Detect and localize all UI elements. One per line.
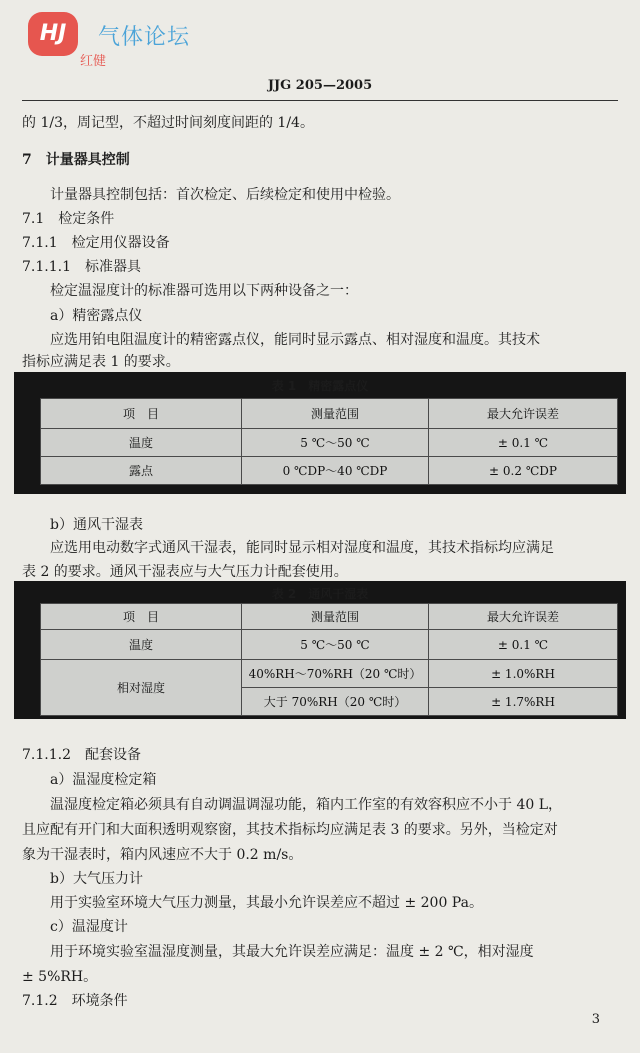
psychrometer-table	[40, 603, 618, 716]
section-heading: 7 计量器具控制	[22, 152, 130, 168]
page-number: 3	[591, 1012, 600, 1027]
table-row	[41, 429, 618, 457]
text-line: 且应配有开门和大面积透明观察窗，其技术指标均应满足表 3 的要求。另外，当检定对	[22, 822, 558, 838]
table-cell: ± 0.2 ℃DP	[429, 457, 618, 485]
table-cell: 相对湿度	[41, 660, 242, 716]
text-line: 用于环境实验室温湿度测量，其最大允许误差应满足：温度 ± 2 ℃，相对湿度	[50, 944, 534, 960]
table-cell: ± 0.1 ℃	[429, 630, 618, 660]
text-line: 指标应满足表 1 的要求。	[22, 354, 180, 370]
table-cell: 温度	[41, 429, 242, 457]
section-heading: 7.1.1.2 配套设备	[22, 747, 141, 763]
text-line: 表 2 的要求。通风干湿表应与大气压力计配套使用。	[22, 564, 348, 580]
table-cell: ± 1.0%RH	[429, 660, 618, 688]
table-cell: 40%RH～70%RH（20 ℃时）	[242, 660, 429, 688]
logo-subtitle: 红健	[80, 54, 107, 69]
logo-name: 气体论坛	[98, 25, 191, 50]
list-item: a）温湿度检定箱	[50, 772, 157, 788]
page-header: JJG 205—2005	[267, 78, 373, 93]
text-line: 检定温湿度计的标准器可选用以下两种设备之一：	[50, 283, 358, 299]
text-line: ± 5%RH。	[22, 969, 98, 985]
table-cell: 5 ℃～50 ℃	[242, 429, 429, 457]
table-header: 项 目	[41, 399, 242, 429]
text-line: 的 1/3，周记型，不超过时间刻度间距的 1/4。	[22, 115, 314, 131]
table-header: 项 目	[41, 604, 242, 630]
forum-logo	[18, 6, 218, 69]
logo-mark: HJ	[28, 12, 78, 56]
table-caption: 表 2 通风干湿表	[271, 587, 369, 601]
section-heading: 7.1 检定条件	[22, 211, 115, 227]
table-cell: 0 ℃DP～40 ℃DP	[242, 457, 429, 485]
table-2-block	[14, 581, 626, 719]
dewpoint-table	[40, 398, 618, 485]
text-line: 应选用电动数字式通风干湿表，能同时显示相对湿度和温度，其技术指标均应满足	[50, 540, 554, 556]
list-item: c）温湿度计	[50, 919, 128, 935]
header-rule	[22, 100, 618, 101]
table-cell: 温度	[41, 630, 242, 660]
table-cell: 5 ℃～50 ℃	[242, 630, 429, 660]
text-line: 象为干湿表时，箱内风速应不大于 0.2 m/s。	[22, 847, 303, 863]
section-heading: 7.1.1.1 标准器具	[22, 259, 141, 275]
table-cell: 大于 70%RH（20 ℃时）	[242, 688, 429, 716]
list-item: b）大气压力计	[50, 871, 143, 887]
list-item: a）精密露点仪	[50, 308, 143, 324]
table-header: 测量范围	[242, 604, 429, 630]
text-line: 用于实验室环境大气压力测量，其最小允许误差应不超过 ± 200 Pa。	[50, 895, 483, 911]
table-cell: 露点	[41, 457, 242, 485]
table-row	[41, 660, 618, 688]
text-line: 应选用铂电阻温度计的精密露点仪，能同时显示露点、相对湿度和温度。其技术	[50, 332, 540, 348]
list-item: b）通风干湿表	[50, 517, 143, 533]
table-header: 最大允许误差	[429, 604, 618, 630]
table-cell: ± 1.7%RH	[429, 688, 618, 716]
table-header: 测量范围	[242, 399, 429, 429]
table-header: 最大允许误差	[429, 399, 618, 429]
table-caption: 表 1 精密露点仪	[271, 379, 369, 393]
table-row	[41, 457, 618, 485]
text-line: 计量器具控制包括：首次检定、后续检定和使用中检验。	[50, 187, 400, 203]
section-heading: 7.1.2 环境条件	[22, 993, 128, 1009]
table-cell: ± 0.1 ℃	[429, 429, 618, 457]
text-line: 温湿度检定箱必须具有自动调温调湿功能，箱内工作室的有效容积应不小于 40 L，	[50, 797, 563, 813]
table-1-block	[14, 372, 626, 494]
section-heading: 7.1.1 检定用仪器设备	[22, 235, 170, 251]
table-row	[41, 630, 618, 660]
